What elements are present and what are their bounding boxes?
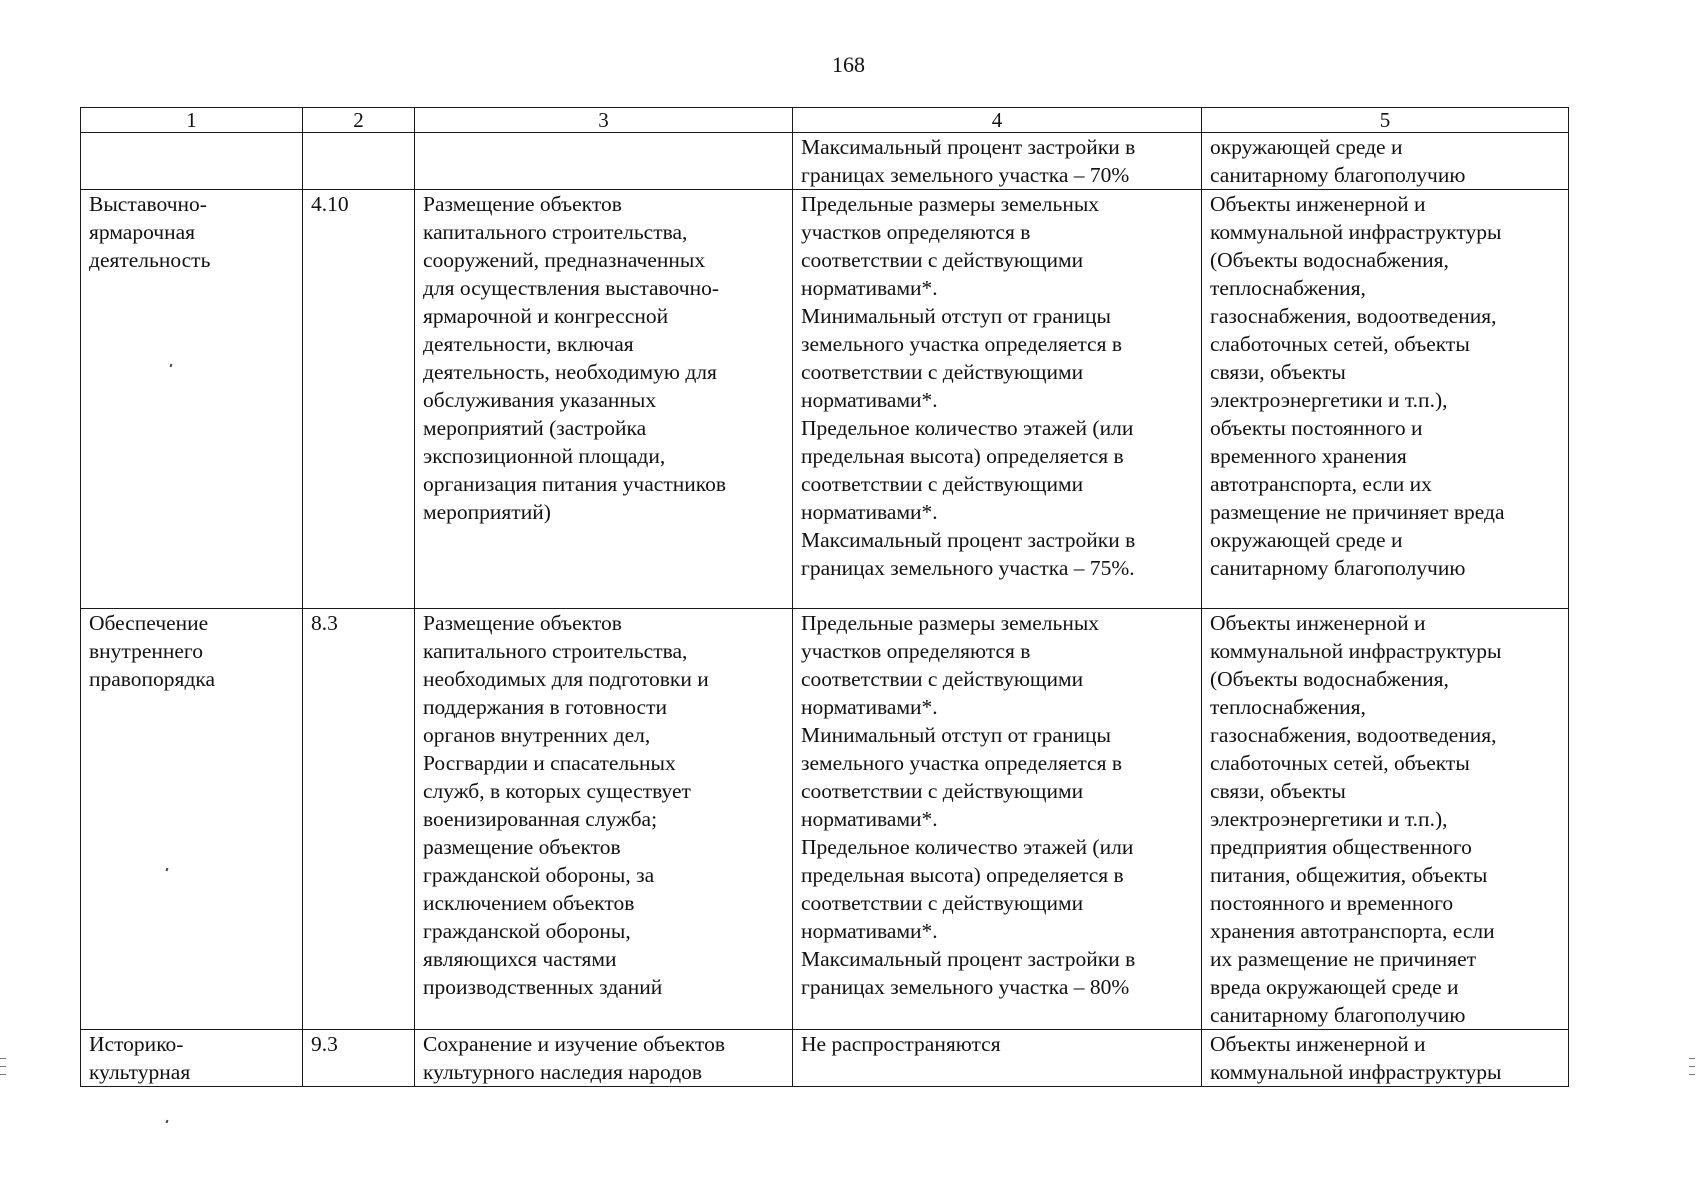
auxiliary-uses-cell: Объекты инженерной и коммунальной инфраструктуры (Объекты водоснабжения, теплоснабжения, газоснабжения, водоотведения, слаботочных сетей, объекты связи, объекты электроэнергетики и т.п.), предприятия общественного питания, общежития, объекты постоянного и временного хранения автотранспорта, если их размещение не причиняет вреда окружающей среде и санитарному благополучию [1202,609,1569,1030]
code-cell: 9.3 [303,1030,415,1087]
scan-edge-mark [0,1074,6,1075]
column-header: 2 [303,108,415,133]
activity-cell: Выставочно- ярмарочная деятельность [81,190,303,609]
scan-speck [166,1120,169,1124]
table-row [81,133,1569,190]
column-header: 4 [793,108,1202,133]
activity-cell: Историко- культурная [81,1030,303,1087]
code-cell: 4.10 [303,190,415,609]
activity-cell: Обеспечение внутреннего правопорядка [81,609,303,1030]
scan-edge-mark [1689,1058,1695,1059]
column-header: 3 [415,108,793,133]
parameters-cell: Не распространяются [793,1030,1202,1087]
scan-edge-mark [1689,1074,1695,1075]
description-cell: Сохранение и изучение объектов культурного наследия народов [415,1030,793,1087]
scan-edge-mark [0,1058,6,1059]
code-cell: 8.3 [303,609,415,1030]
table-row [81,1030,1569,1087]
parameters-cell: Предельные размеры земельных участков определяются в соответствии с действующими нормативами*. Минимальный отступ от границы земельного участка определяется в соответствии с действующими нормативами*. Предельное количество этажей (или предельная высота) определяется в соответствии с действующими нормативами*. Максимальный процент застройки в границах земельного участка – 75%. [793,190,1202,609]
description-cell: Размещение объектов капитального строительства, сооружений, предназначенных для осуществления выставочно- ярмарочной и конгрессной деятельности, включая деятельность, необходимую для обслуживания указанных мероприятий (застройка экспозиционной площади, организация питания участников мероприятий) [415,190,793,609]
activity-cell [81,133,303,190]
scan-edge-mark [0,1066,6,1067]
auxiliary-uses-cell: Объекты инженерной и коммунальной инфраструктуры [1202,1030,1569,1087]
scan-edge-mark [1689,1066,1695,1067]
parameters-cell: Предельные размеры земельных участков определяются в соответствии с действующими нормативами*. Минимальный отступ от границы земельного участка определяется в соответствии с действующими нормативами*. Предельное количество этажей (или предельная высота) определяется в соответствии с действующими нормативами*. Максимальный процент застройки в границах земельного участка – 80% [793,609,1202,1030]
zoning-table [80,107,1569,1087]
table-row [81,190,1569,609]
column-header: 1 [81,108,303,133]
page-number: 168 [832,52,865,77]
column-header: 5 [1202,108,1569,133]
description-cell: Размещение объектов капитального строительства, необходимых для подготовки и поддержания в готовности органов внутренних дел, Росгвардии и спасательных служб, в которых существует военизированная служба; размещение объектов гражданской обороны, за исключением объектов гражданской обороны, являющихся частями производственных зданий [415,609,793,1030]
code-cell [303,133,415,190]
auxiliary-uses-cell: окружающей среде и санитарному благополучию [1202,133,1569,190]
auxiliary-uses-cell: Объекты инженерной и коммунальной инфраструктуры (Объекты водоснабжения, теплоснабжения, газоснабжения, водоотведения, слаботочных сетей, объекты связи, объекты электроэнергетики и т.п.), объекты постоянного и временного хранения автотранспорта, если их размещение не причиняет вреда окружающей среде и санитарному благополучию [1202,190,1569,609]
description-cell [415,133,793,190]
table-row [81,609,1569,1030]
table-header-row [81,108,1569,133]
parameters-cell: Максимальный процент застройки в границах земельного участка – 70% [793,133,1202,190]
